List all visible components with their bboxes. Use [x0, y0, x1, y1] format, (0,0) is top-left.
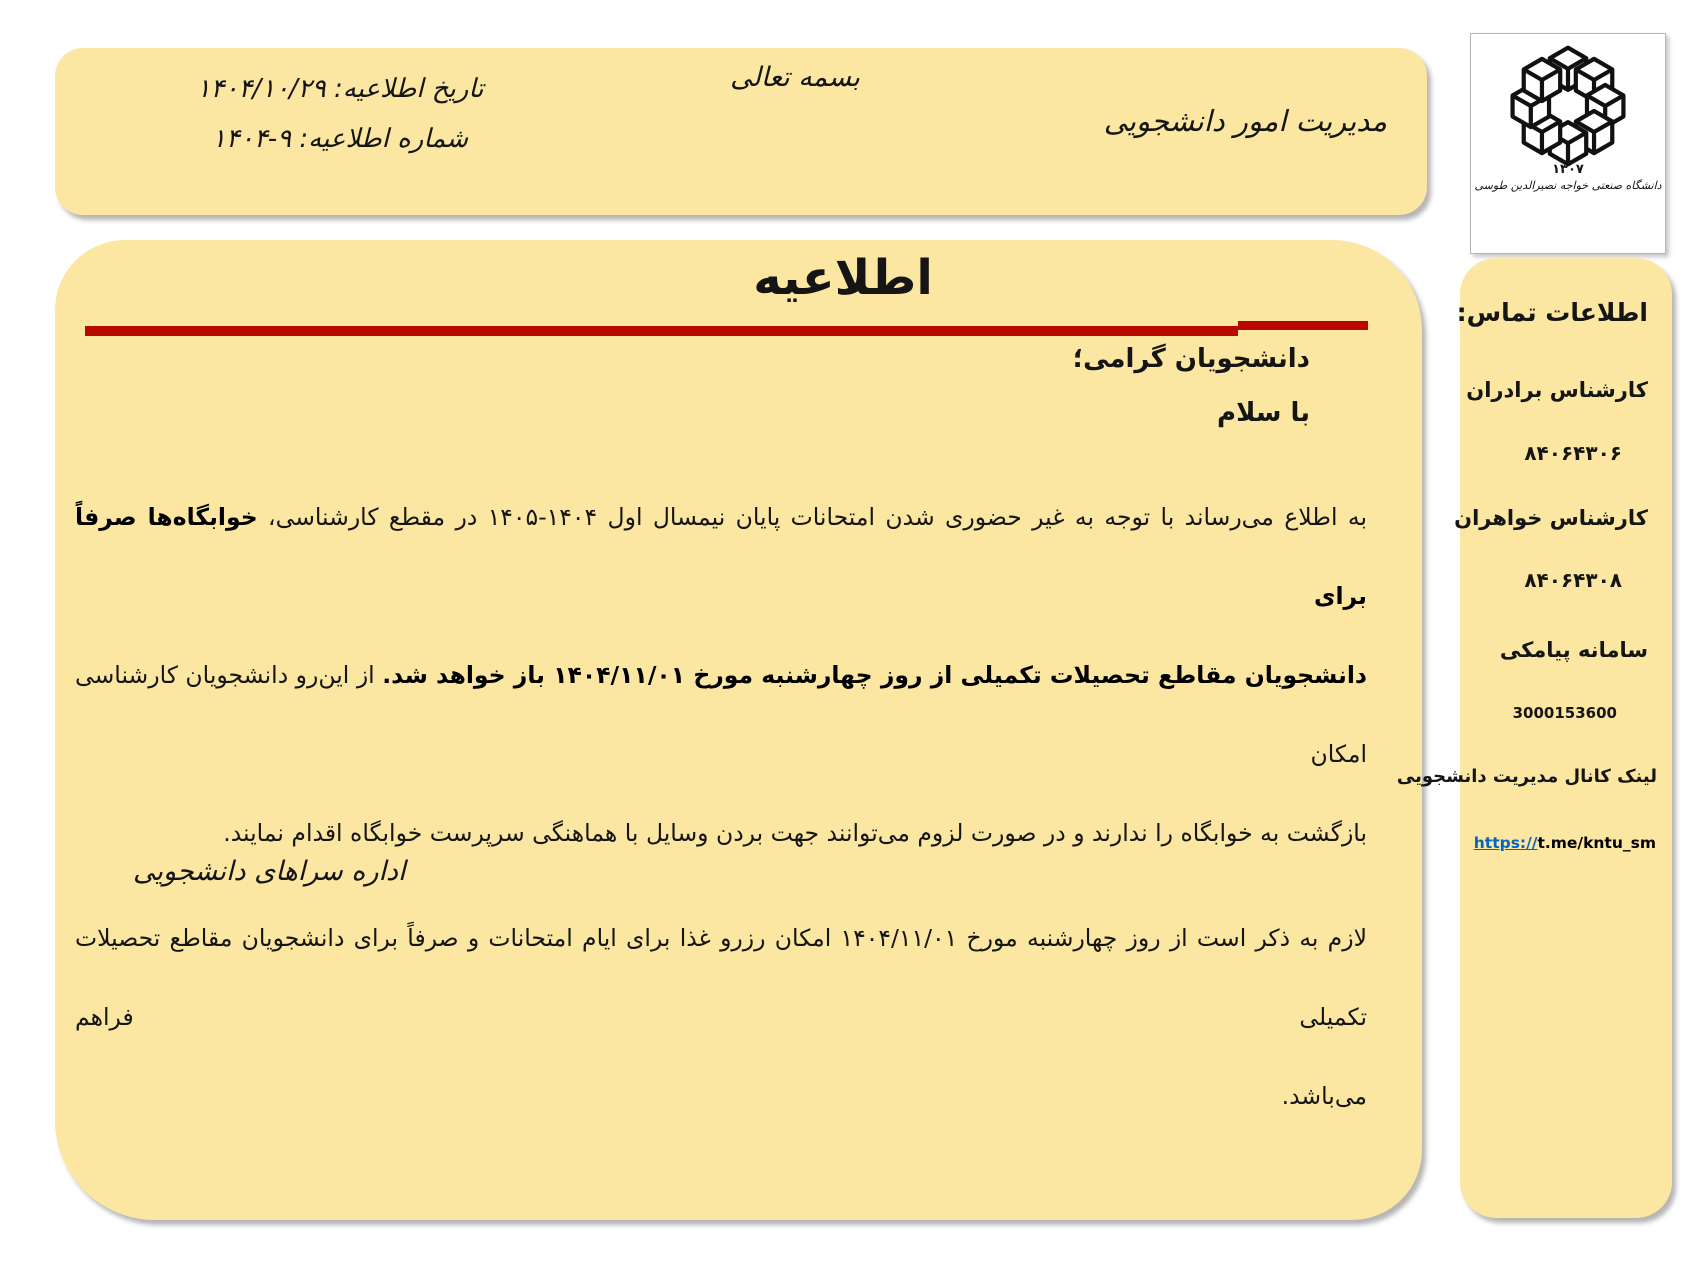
- link-scheme: https://: [1473, 834, 1538, 852]
- title-rule-left: [85, 326, 1238, 336]
- body-text: می‌باشد.: [1281, 1082, 1367, 1110]
- contact-phone-sisters: ۸۴۰۶۴۳۰۸: [1524, 568, 1622, 592]
- department-title: مدیریت امور دانشجویی: [1103, 104, 1387, 138]
- university-logo-block: [1470, 33, 1666, 254]
- body-text-bold: دانشجویان مقاطع تحصیلات تکمیلی از روز چهارشنبه مورخ ۱۴۰۴/۱۱/۰۱ باز خواهد شد.: [382, 661, 1367, 689]
- greeting-students: دانشجویان گرامی؛: [1072, 344, 1310, 374]
- telegram-channel-link[interactable]: [1474, 834, 1656, 852]
- notice-panel: [55, 240, 1422, 1220]
- university-logo: [1506, 44, 1630, 168]
- greeting-salam: با سلام: [1217, 398, 1310, 428]
- body-line: [75, 636, 1367, 794]
- contact-panel: [1396, 258, 1672, 1218]
- header-panel: [55, 48, 1427, 215]
- university-name: دانشگاه صنعتی خواجه نصیرالدین طوسی: [1474, 179, 1662, 192]
- body-text: لازم به ذکر است از روز چهارشنبه مورخ ۱۴۰۴/۱۱/۰۱ امکان رزرو غذا برای ایام امتحانات و صرفاً برای دانشجویان مقاطع تحصیلات تکمیلی فراهم: [75, 924, 1367, 1031]
- body-line: [75, 899, 1367, 1057]
- notice-body: [75, 478, 1367, 1136]
- body-line: [75, 1057, 1367, 1136]
- link-address: t.me/kntu_sm: [1537, 834, 1656, 852]
- contact-title: اطلاعات تماس:: [1456, 298, 1648, 327]
- body-text-bold: خوابگاه‌ها صرفاً برای: [75, 503, 1367, 610]
- body-line: [75, 478, 1367, 636]
- contact-label-sms: سامانه پیامکی: [1499, 638, 1648, 662]
- founding-year: ۱۳۰۷: [1552, 162, 1584, 177]
- signature-dormitory-office: اداره سراهای دانشجویی: [133, 856, 406, 887]
- contact-label-channel: لینک کانال مدیریت دانشجویی: [1396, 766, 1657, 787]
- body-text: بازگشت به خوابگاه را ندارند و در صورت لزوم می‌توانند جهت بردن وسایل با هماهنگی سرپرست خوابگاه اقدام نمایند.: [223, 819, 1367, 847]
- notice-meta: [185, 74, 495, 154]
- notice-date: تاریخ اطلاعیه: ۱۴۰۴/۱۰/۲۹: [196, 74, 484, 104]
- body-text: به اطلاع می‌رساند با توجه به غیر حضوری شدن امتحانات پایان نیمسال اول ۱۴۰۴-۱۴۰۵ در مقطع کارشناسی،: [257, 503, 1368, 531]
- contact-label-brothers: کارشناس برادران: [1466, 378, 1648, 402]
- notice-title: اطلاعیه: [753, 250, 933, 306]
- contact-label-sisters: کارشناس خواهران: [1454, 506, 1648, 530]
- besmele-text: بسمه تعالی: [730, 62, 860, 93]
- notice-number: شماره اطلاعیه: ۹-۱۴۰۴: [211, 124, 469, 154]
- contact-sms-number: 3000153600: [1512, 704, 1617, 722]
- contact-phone-brothers: ۸۴۰۶۴۳۰۶: [1524, 441, 1622, 465]
- title-rule-right: [1238, 321, 1368, 330]
- body-text: از این‌رو دانشجویان کارشناسی امکان: [75, 661, 1367, 768]
